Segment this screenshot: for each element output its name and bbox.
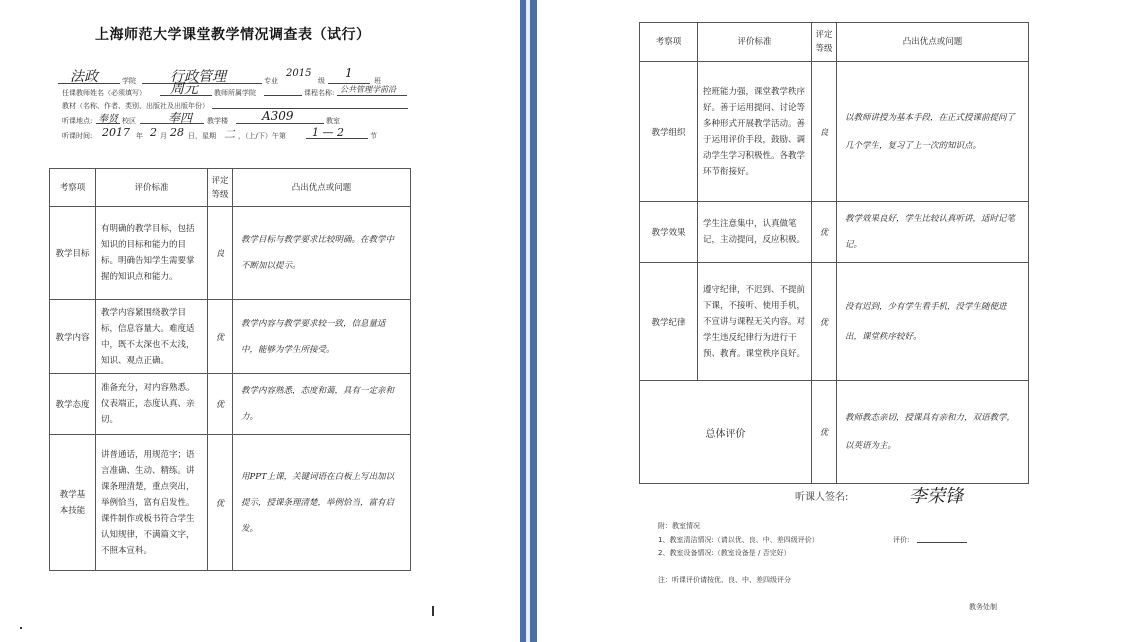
evaluation-table-right (639, 22, 1029, 484)
overall-row (640, 381, 1029, 484)
overall-grade: 优 (812, 381, 837, 484)
college-value: 法政 (70, 69, 98, 85)
right-page (537, 0, 1128, 642)
table-header-row (50, 169, 411, 207)
weekday-value: 二 (224, 128, 235, 141)
table-row: 教学基本技能 讲普通话，用规范字；语言准确、生动、精练。讲课条理清楚，重点突出，举例恰当，富有启发性。课件制作或板书符合学生认知规律，不满篇文字，不照本宣科。 优 用PPT上课，关键词语在白板上写出加以提示，授课条理清楚，举例恰当，富有启发。 (50, 435, 411, 571)
overall-comment: 教师教态亲切，授课具有亲和力，双语教学，以英语为主。 (837, 381, 1029, 484)
header-comment: 凸出优点或问题 (233, 169, 411, 207)
table-row: 教学组织 控班能力强，课堂教学秩序好。善于运用提问、讨论等多种形式开展教学活动。善于运用评价手段，鼓励、调动学生学习积极性。各教学环节衔接好。 良 以教师讲授为基本手段，在正式授课前提问了几个学生，复习了上一次的知识点。 (640, 62, 1029, 202)
table-row: 教学目标 有明确的教学目标，包括知识的目标和能力的目标。明确告知学生需要掌握的知识点和能力。 良 教学目标与教学要求比较明确。在教学中不断加以提示。 (50, 207, 411, 300)
office-label: 教务处制 (969, 603, 997, 611)
scan-mark (20, 627, 22, 629)
year-value: 2015 (286, 68, 312, 79)
header-item: 考察项 (50, 169, 96, 207)
teacher-value: 周元 (170, 81, 198, 97)
building-value: 奉四 (168, 111, 193, 125)
time-year-value: 2017 (102, 126, 130, 139)
signature-label: 听课人签名: (795, 492, 849, 503)
table-header-row: 考察项 评价标准 评定等级 凸出优点或问题 (640, 23, 1029, 62)
scan-mark (432, 606, 434, 616)
appendix-line1-tail: 评价: (893, 536, 910, 544)
appendix-title: 附：教室情况 (658, 522, 700, 530)
time-day-value: 28 (170, 126, 184, 139)
class-value: 1 (345, 66, 353, 80)
table-row: 教学纪律 遵守纪律，不迟到、不提前下课，不接听、使用手机，不宣讲与课程无关内容。对学生违反纪律行为进行干预、教育。课堂秩序良好。 优 没有迟到，少有学生看手机，没学生随便进出，课堂秩序较好。 (640, 263, 1029, 381)
table-row: 教学态度 准备充分，对内容熟悉。仪表端正，态度认真、亲切。 优 教学内容熟悉，态度和蔼，具有一定亲和力。 (50, 374, 411, 435)
appendix-note: 注：听课评价请按优、良、中、差四级评分 (658, 576, 791, 584)
table-row: 教学效果 学生注意集中，认真做笔记，主动提问，反应积极。 优 教学效果良好，学生比较认真听讲，适时记笔记。 (640, 202, 1029, 263)
signature: 李荣锋 (909, 486, 963, 507)
room-value: A309 (262, 109, 294, 123)
appendix-line2: 2、教室设备情况:（教室设备是 / 否完好） (658, 549, 791, 557)
course-value: 公共管理学前沿 (340, 85, 396, 94)
overall-label: 总体评价 (640, 381, 812, 484)
left-page: 上海师范大学课堂教学情况调查表（试行） 法政 学院 行政管理 专业 2015 级 1 班 任课教师姓名（必须填写） 周元 教师所属学院 课程名称: 公共管理学前沿 教材（名称、作者、类别、出版社及出版年份） 听课地点: 奉贤 校区 奉四 教学楼 A309 教室 听课时间: 2017 年 2 月 28 日，星期 二 ，（上/下）午第 1 — 2 节 考察项 评价标准 评定等级 凸出优点或问题 教学目标 有明确的教学目标，包括知识的目标和能力的目标。明确告知学生需要掌握的知识点和能力。 良 教学目标与教学要求比较明确。在教学中不断加以提示。 教学内容 教学内容紧围绕教学目标，信息容量大。难度适中，既不太深也不太浅，知识、观点正确。 优 教学内容与教学要求较一致，信息量适中，能够为学生所接受。 教学态度 准备充分，对内容熟悉。仪表端正，态度认真、亲切。 优 教学内容熟悉，态度和蔼，具有一定亲和力。 教学基本技能 讲普通话，用规范字；语言准确、生动、精练。讲课条理清楚，重点突出，举例恰当，富有启发性。课件制作或板书符合学生认知规律，不满篇文字，不照本宣科。 优 用PPT上课，关键词语在白板上写出加以提示，授课条理清楚，举例恰当，富有启发。 (0, 0, 520, 642)
header-grade: 评定等级 (208, 169, 233, 207)
header-standard: 评价标准 (96, 169, 208, 207)
appendix-line1: 1、教室清洁情况:（请以优、良、中、差四级评价） (658, 536, 819, 544)
form-title: 上海师范大学课堂教学情况调查表（试行） (95, 27, 371, 43)
evaluation-table-left (49, 168, 411, 571)
campus-value: 奉贤 (98, 114, 118, 125)
major-value: 行政管理 (170, 69, 226, 85)
section-value: 1 — 2 (312, 126, 344, 139)
table-row: 教学内容 教学内容紧围绕教学目标，信息容量大。难度适中，既不太深也不太浅，知识、观点正确。 优 教学内容与教学要求较一致，信息量适中，能够为学生所接受。 (50, 300, 411, 374)
page-separator (530, 0, 537, 642)
time-month-value: 2 (150, 126, 157, 139)
